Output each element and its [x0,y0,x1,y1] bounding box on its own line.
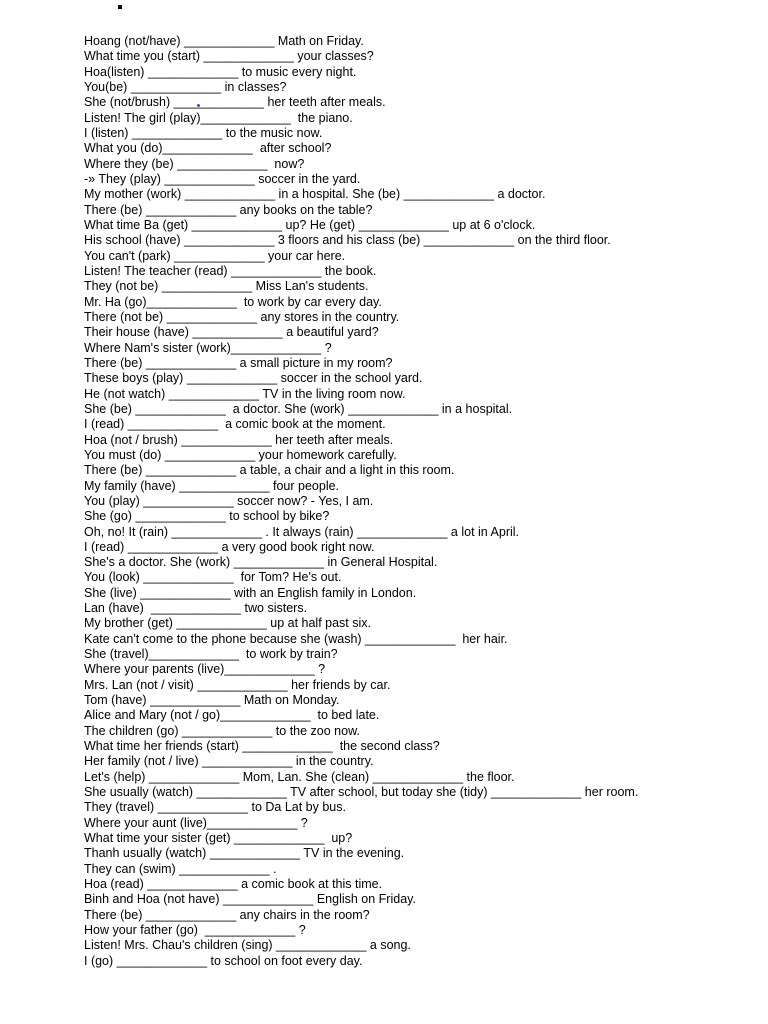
exercise-text: Oh, no! It (rain) _____________ . It always (rain) _____________ a lot in April. [84,524,520,539]
exercise-text: Listen! The girl (play)_____________ the piano. [84,110,353,125]
exercise-text: Hoa (not / brush) _____________ her teeth after meals. [84,432,394,447]
exercise-text: Tom (have) _____________ Math on Monday. [84,693,340,708]
exercise-text: She (travel)_____________ to work by train? [84,647,338,662]
exercise-text: Where your parents (live)_____________ ? [84,662,326,677]
exercise-text: You must (do) _____________ your homework carefully. [84,447,397,462]
exercise-text: My brother (get) _____________ up at half past six. [84,616,371,631]
exercise-text: What time you (start) _____________ your classes? [84,49,374,64]
exercise-text: You(be) _____________ in classes? [84,79,287,94]
exercise-text: You (play) _____________ soccer now? - Yes, I am. [84,493,374,508]
bullet-mark [118,5,122,9]
exercise-text: There (be) _____________ any books on the table? [84,202,373,217]
exercise-text: Kate can't come to the phone because she (wash) _____________ her hair. [84,631,508,646]
exercise-text: Lan (have) _____________ two sisters. [84,601,308,616]
exercise-text: They can (swim) _____________ . [84,861,277,876]
exercise-text: Hoa(listen) _____________ to music every night. [84,64,357,79]
exercise-text: You can't (park) _____________ your car here. [84,248,346,263]
exercise-text: Listen! The teacher (read) _____________ the book. [84,263,377,278]
exercise-text: They (travel) _____________ to Da Lat by bus. [84,800,346,815]
exercise-text: Hoa (read) _____________ a comic book at this time. [84,877,383,892]
exercise-text: He (not watch) _____________ TV in the living room now. [84,386,406,401]
exercise-text: She (go) _____________ to school by bike? [84,509,330,524]
exercise-text: She (be) _____________ a doctor. She (work) _____________ in a hospital. [84,401,513,416]
exercise-text: Mrs. Lan (not / visit) _____________ her friends by car. [84,677,391,692]
exercise-text: She usually (watch) _____________ TV after school, but today she (tidy) _____________ her room. [84,785,639,800]
exercise-text: I (go) _____________ to school on foot every day. [84,953,363,968]
exercise-text: My family (have) _____________ four people. [84,478,340,493]
exercise-text: I (read) _____________ a comic book at the moment. [84,417,386,432]
exercise-text: Listen! Mrs. Chau's children (sing) _____________ a song. [84,938,411,953]
exercise-text: Her family (not / live) _____________ in the country. [84,754,374,769]
exercise-text: I (listen) _____________ to the music now. [84,125,323,140]
exercise-text: Thanh usually (watch) _____________ TV in the evening. [84,846,405,861]
exercise-text: Where your aunt (live)_____________ ? [84,815,308,830]
exercise-text: She's a doctor. She (work) _____________ in General Hospital. [84,555,438,570]
exercise-text: The children (go) _____________ to the zoo now. [84,723,360,738]
exercise-text: His school (have) _____________ 3 floors and his class (be) _____________ on the third floor. [84,233,611,248]
exercise-text: Where Nam's sister (work)_____________ ? [84,340,332,355]
exercise-text: I (read) _____________ a very good book right now. [84,539,375,554]
exercise-text: What time her friends (start) _____________ the second class? [84,739,440,754]
exercise-text: Hoang (not/have) _____________ Math on Friday. [84,34,364,48]
exercise-text: -» They (play) _____________ soccer in the yard. [84,171,361,186]
exercise-text: Let's (help) _____________ Mom, Lan. She (clean) _____________ the floor. [84,769,515,784]
exercise-text: There (be) _____________ a table, a chair and a light in this room. [84,463,455,478]
exercise-text: These boys (play) _____________ soccer in the school yard. [84,371,423,386]
exercise-text: They (not be) _____________ Miss Lan's students. [84,279,369,294]
exercise-text: Their house (have) _____________ a beautiful yard? [84,325,379,340]
exercise-text: She (live) _____________ with an English family in London. [84,585,417,600]
exercise-text: There (be) _____________ a small picture in my room? [84,355,393,370]
exercise-text: Mr. Ha (go)_____________ to work by car every day. [84,294,382,309]
exercise-text: You (look) _____________ for Tom? He's out. [84,570,342,585]
exercise-text: What time your sister (get) _____________ up? [84,831,353,846]
exercise-text: Binh and Hoa (not have) _____________ English on Friday. [84,892,416,907]
exercise-text: How your father (go) _____________ ? [84,923,306,938]
exercise-text: Alice and Mary (not / go)_____________ to bed late. [84,708,380,723]
exercise-text: What you (do)_____________ after school? [84,141,332,156]
exercise-text: Where they (be) _____________ now? [84,156,305,171]
exercise-text: She (not/brush) _____________ her teeth after meals. [84,95,386,110]
exercise-text: What time Ba (get) _____________ up? He (get) _____________ up at 6 o'clock. [84,217,536,232]
exercise-text: There (not be) _____________ any stores in the country. [84,309,400,324]
exercise-text: My mother (work) _____________ in a hospital. She (be) _____________ a doctor. [84,187,546,202]
exercise-text: There (be) _____________ any chairs in the room? [84,907,370,922]
